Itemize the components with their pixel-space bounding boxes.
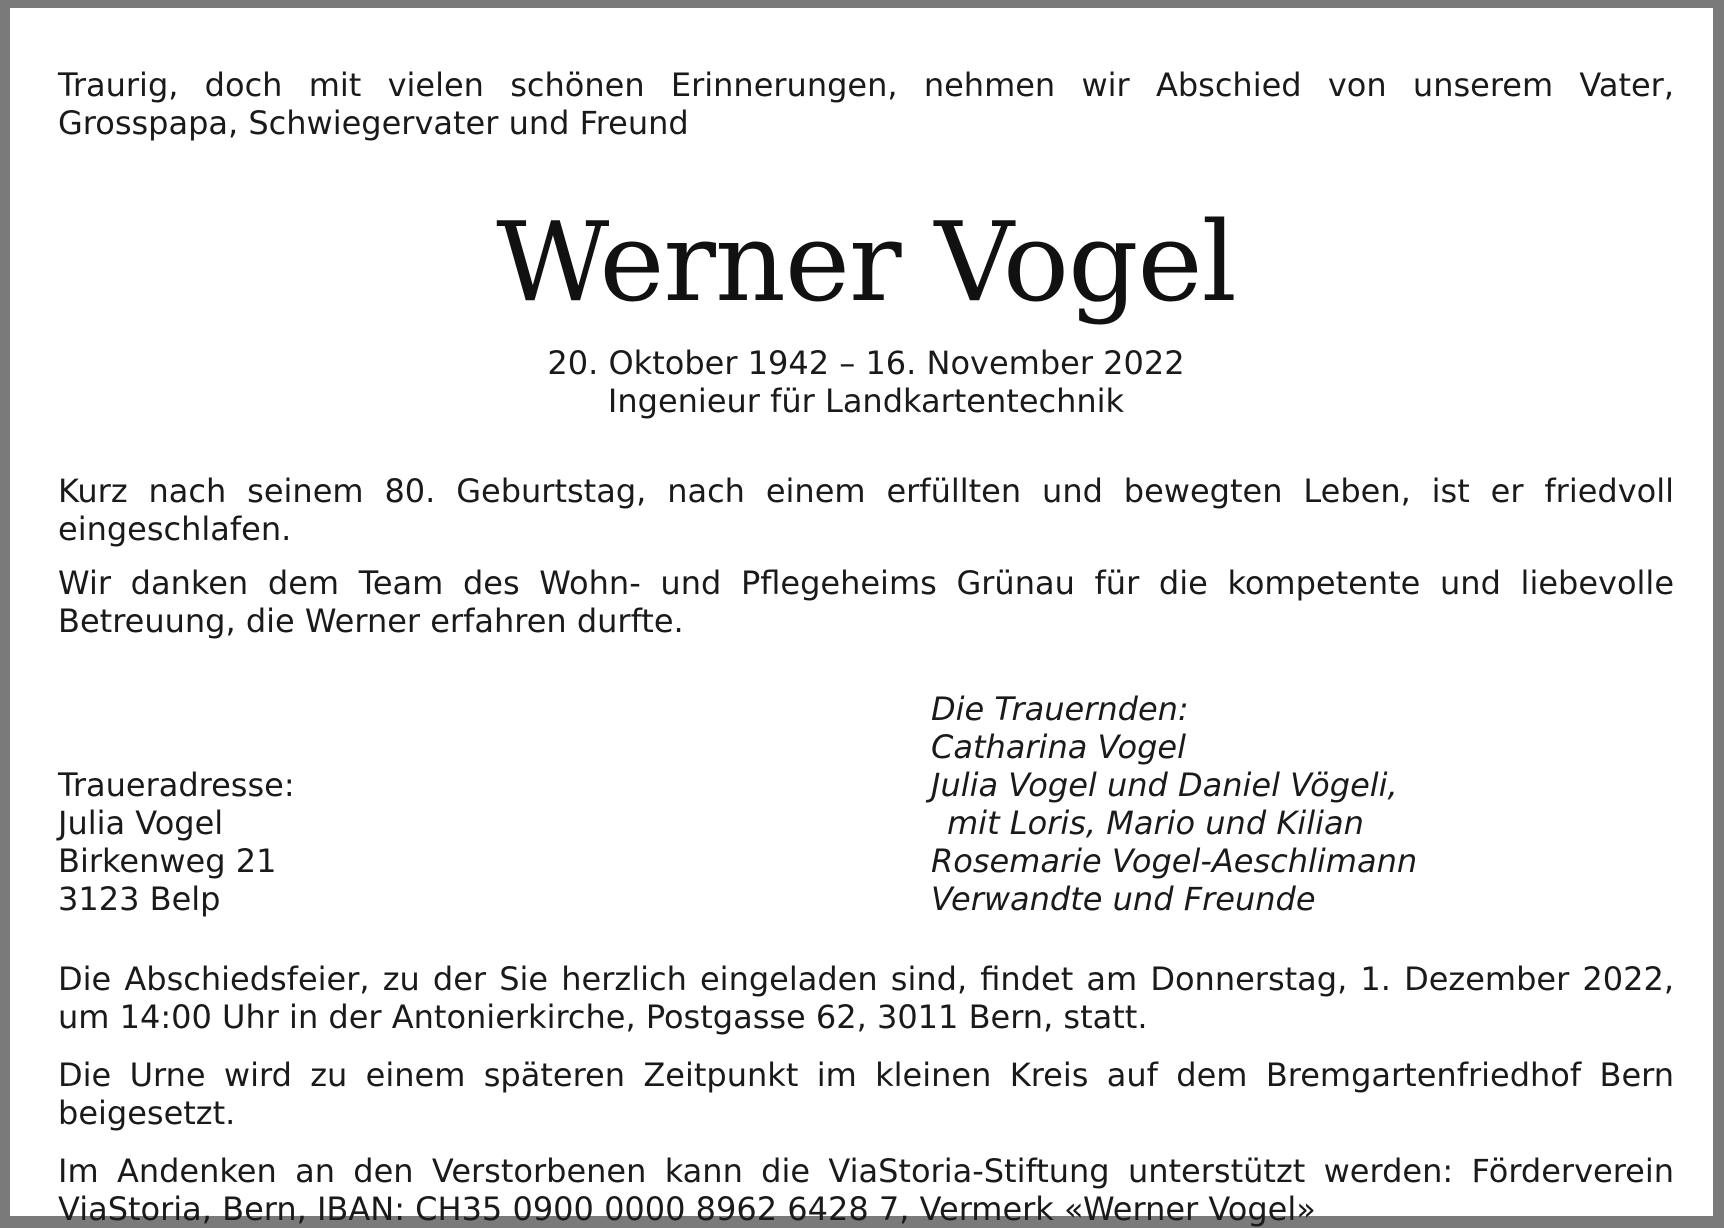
paragraph-passing: Kurz nach seinem 80. Geburtstag, nach einem erfüllten und bewegten Leben, ist er friedvoll eingeschlafen.	[58, 472, 1674, 548]
mourning-address	[58, 766, 295, 918]
mourner-line: Rosemarie Vogel-Aeschlimann	[931, 842, 1418, 880]
mourner-line: Verwandte und Freunde	[931, 880, 1316, 918]
address-heading: Traueradresse:	[58, 766, 295, 804]
paragraph-urn: Die Urne wird zu einem späteren Zeitpunkt im kleinen Kreis auf dem Bremgartenfriedhof Bern beigesetzt.	[58, 1056, 1674, 1132]
mourners-list	[931, 690, 1417, 918]
mourner-line: Julia Vogel und Daniel Vögeli,	[931, 766, 1398, 804]
profession: Ingenieur für Landkartentechnik	[607, 382, 1125, 420]
mourners-heading: Die Trauernden:	[931, 690, 1189, 728]
paragraph-ceremony: Die Abschiedsfeier, zu der Sie herzlich eingeladen sind, findet am Donnerstag, 1. Dezember 2022, um 14:00 Uhr in der Antonierkirche, Postgasse 62, 3011 Bern, statt.	[58, 960, 1674, 1036]
life-dates: 20. Oktober 1942 – 16. November 2022	[547, 344, 1185, 382]
paragraph-donation: Im Andenken an den Verstorbenen kann die ViaStoria-Stiftung unterstützt werden: Förderverein ViaStoria, Bern, IBAN: CH35 0900 0000 8962 6428 7, Vermerk «Werner Vogel»	[58, 1152, 1674, 1228]
address-name: Julia Vogel	[58, 804, 224, 842]
intro-text: Traurig, doch mit vielen schönen Erinnerungen, nehmen wir Abschied von unserem Vater, Grosspapa, Schwiegervater und Freund	[58, 66, 1674, 142]
mourner-line: Catharina Vogel	[931, 728, 1186, 766]
obituary-content	[58, 66, 1674, 1228]
deceased-name: Werner Vogel	[496, 198, 1236, 326]
address-city: 3123 Belp	[58, 880, 221, 918]
address-street: Birkenweg 21	[58, 842, 277, 880]
address-and-mourners	[58, 690, 1674, 918]
paragraph-thanks: Wir danken dem Team des Wohn- und Pflegeheims Grünau für die kompetente und liebevolle Betreuung, die Werner erfahren durfte.	[58, 564, 1674, 640]
mourner-line: mit Loris, Mario und Kilian	[947, 804, 1364, 842]
